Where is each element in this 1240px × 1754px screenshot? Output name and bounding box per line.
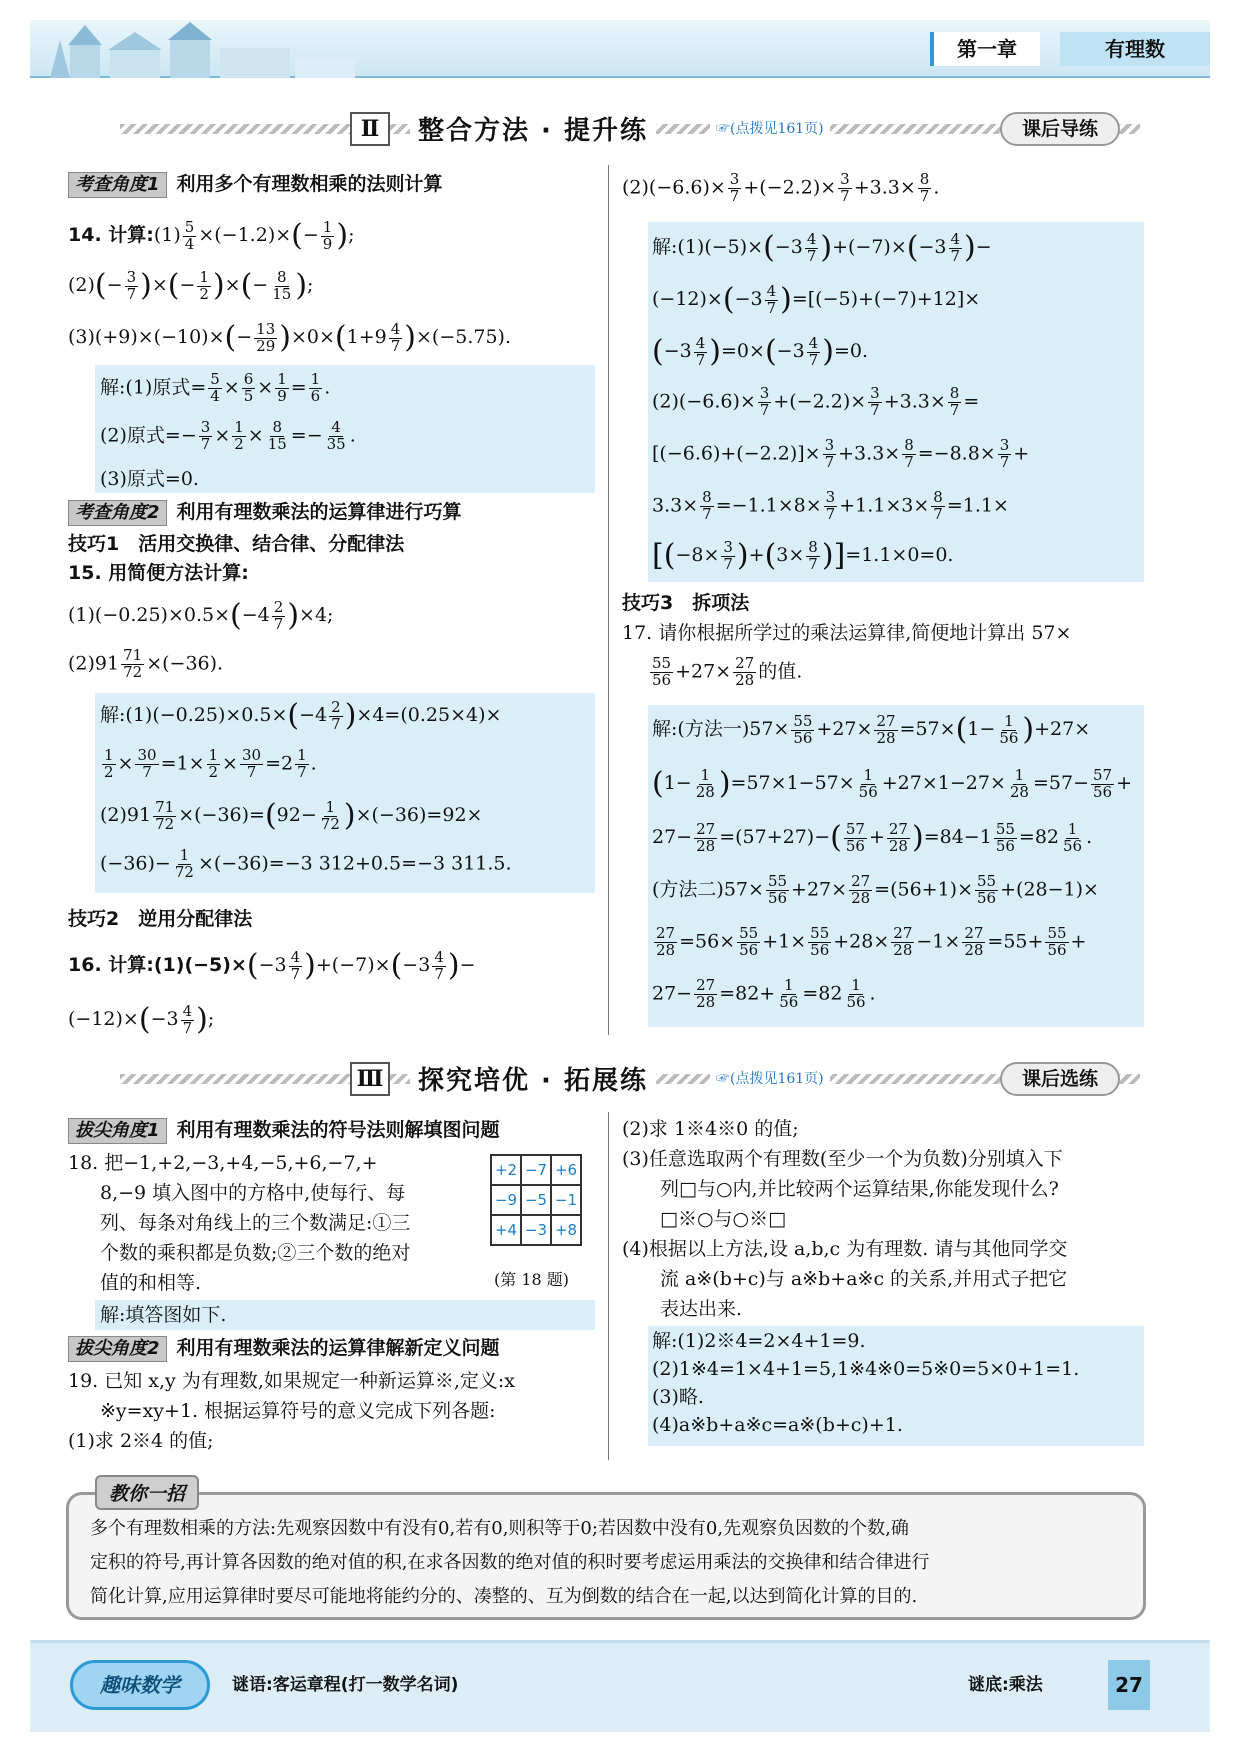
castle-illustration (40, 20, 360, 78)
q19-line1: 19. 已知 x,y 为有理数,如果规定一种新运算※,定义:x (68, 1370, 516, 1392)
tip-1: 技巧1 活用交换律、结合律、分配律法 (68, 533, 405, 555)
q18-line5: 值的和相等. (100, 1272, 202, 1294)
tip-2: 技巧2 逆用分配律法 (68, 908, 253, 930)
sol16-line6: 3.3× $\frac{8}{7}$ =−1.1×8× $\frac{3}{7}$ +1.1×3× $\frac{8}{7}$ =1.1× (652, 488, 1009, 523)
angle-4: 拔尖角度2 利用有理数乘法的运算律解新定义问题 (68, 1336, 500, 1362)
q18-line2: 8,−9 填入图中的方格中,使每行、每 (100, 1182, 406, 1204)
sol19-line4: (4)a※b+a※c=a※(b+c)+1. (652, 1414, 903, 1436)
q15: 15. 用简便方法计算: (68, 562, 249, 584)
footer-answer: 谜底:乘法 (968, 1675, 1043, 1695)
section-pill: 课后导练 (1000, 112, 1120, 146)
column-divider (608, 165, 609, 1035)
section-ref: ☞(点拨见161页) (710, 118, 830, 138)
q15-line2: (2)91 $\frac{71}{72}$ ×(−36). (68, 646, 224, 681)
section-ref: ☞(点拨见161页) (710, 1068, 830, 1088)
q19-line3: (1)求 2※4 的值; (68, 1430, 214, 1452)
sol15-line3: (2)91 $\frac{71}{72}$ ×(−36)=(92− $\frac{1}{72}$ )×(−36)=92× (100, 797, 483, 833)
sol16-line1: 解:(1)(−5)×(−3 $\frac{4}{7}$ )+(−7)×(−3 $\frac{4}{7}$ )− (652, 229, 992, 265)
section-title: 整合方法 · 提升练 (410, 110, 656, 147)
q16-part2: (2)(−6.6)× $\frac{3}{7}$ +(−2.2)× $\frac{3}{7}$ +3.3× $\frac{8}{7}$ . (622, 170, 940, 205)
sol16-line4: (2)(−6.6)× $\frac{3}{7}$ +(−2.2)× $\frac{3}{7}$ +3.3× $\frac{8}{7}$ = (652, 384, 980, 419)
q19-part3-a: (3)任意选取两个有理数(至少一个为负数)分别填入下 (622, 1148, 1063, 1170)
tip-3: 技巧3 拆项法 (622, 592, 750, 614)
q18-line4: 个数的乘积都是负数;②三个数的绝对 (100, 1242, 411, 1264)
q19-part3-b: 列□与○内,并比较两个运算结果,你能发现什么? (622, 1178, 1059, 1200)
sol15-line4: (−36)− $\frac{1}{72}$ ×(−36)=−3 312+0.5=−3 311.5. (100, 846, 512, 881)
tip-line3: 简化计算,应用运算律时要尽可能地将能约分的、凑整的、互为倒数的结合在一起,以达到简化计算的目的. (90, 1586, 918, 1607)
q19-part3-c: □※○与○※□ (622, 1208, 787, 1230)
q15-line1: (1)(−0.25)×0.5×(−4 $\frac{2}{7}$ )×4; (68, 597, 334, 633)
q18-line1: 18. 把−1,+2,−3,+4,−5,+6,−7,+ (68, 1152, 378, 1174)
section-header-2 (120, 108, 1140, 150)
q14-line1: 14. 计算:(1) $\frac{5}{4}$ ×(−1.2)×(− $\frac{1}{9}$ ); (68, 217, 355, 253)
chapter-label: 第一章 (930, 32, 1040, 66)
q19-part4-a: (4)根据以上方法,设 a,b,c 为有理数. 请与其他同学交 (622, 1238, 1068, 1260)
angle-1: 考查角度1 利用多个有理数相乘的法则计算 (68, 172, 443, 198)
section-header-3 (120, 1058, 1140, 1100)
sol15-line2: $\frac{1}{2}$ × $\frac{30}{7}$ =1× $\frac{1}{2}$ × $\frac{30}{7}$ =2 $\frac{1}{7}$ . (104, 746, 317, 781)
page-number: 27 (1108, 1660, 1150, 1710)
q16-line1: 16. 计算:(1)(−5)×(−3 $\frac{4}{7}$ )+(−7)×(−3 $\frac{4}{7}$ )− (68, 947, 476, 983)
sol14-line3: (3)原式=0. (100, 468, 199, 490)
top-banner (30, 20, 1210, 78)
footer-riddle: 谜语:客运章程(打一数学名词) (232, 1675, 459, 1695)
sol15-line1: 解:(1)(−0.25)×0.5×(−4 $\frac{2}{7}$ )×4=(0.25×4)× (100, 697, 502, 733)
sol16-line5: [(−6.6)+(−2.2)]× $\frac{3}{7}$ +3.3× $\frac{8}{7}$ =−8.8× $\frac{3}{7}$ + (652, 436, 1030, 471)
footer-badge: 趣味数学 (70, 1660, 210, 1710)
subject-label: 有理数 (1060, 32, 1210, 66)
answer-grid: +2 −7 +6 −9 −5 −1 +4 −3 +8 (490, 1154, 582, 1246)
sol17-line1: 解:(方法一)57× $\frac{55}{56}$ +27× $\frac{27}{28}$ =57×(1− $\frac{1}{56}$ )+27× (652, 711, 1091, 747)
sol17-line3: 27− $\frac{27}{28}$ =(57+27)−( $\frac{57}{56}$ + $\frac{27}{28}$ )=84−1 $\frac{55}{56}$ =82 $\frac{1}{56}$ . (652, 819, 1093, 855)
q18-line3: 列、每条对角线上的三个数满足:①三 (100, 1212, 411, 1234)
sol17-line6: 27− $\frac{27}{28}$ =82+ $\frac{1}{56}$ =82 $\frac{1}{56}$ . (652, 976, 876, 1011)
tip-line2: 定积的符号,再计算各因数的绝对值的积,在求各因数的绝对值的积时要考虑运用乘法的交换律和结合律进行 (90, 1552, 930, 1573)
sol19-line2: (2)1※4=1×4+1=5,1※4※0=5※0=5×0+1=1. (652, 1358, 1080, 1380)
section-roman: Ⅲ (350, 1062, 390, 1096)
q19-part4-b: 流 a※(b+c)与 a※b+a※c 的关系,并用式子把它 (622, 1268, 1068, 1290)
sol16-line7: [(−8× $\frac{3}{7}$ )+(3× $\frac{8}{7}$ )]=1.1×0=0. (652, 537, 954, 573)
sol17-line4: (方法二)57× $\frac{55}{56}$ +27× $\frac{27}{28}$ =(56+1)× $\frac{55}{56}$ +(28−1)× (652, 872, 1099, 907)
grid-caption: (第 18 题) (494, 1270, 570, 1289)
sol18: 解:填答图如下. (100, 1304, 227, 1326)
angle-tag: 考查角度1 (68, 172, 167, 198)
sol19-line1: 解:(1)2※4=2×4+1=9. (652, 1330, 866, 1352)
q14-line3: (3)(+9)×(−10)×(− $\frac{13}{29}$ )×0×(1+9 $\frac{4}{7}$ )×(−5.75). (68, 319, 512, 355)
sol14-line2: (2)原式=− $\frac{3}{7}$ × $\frac{1}{2}$ × $\frac{8}{15}$ =− $\frac{4}{35}$ . (100, 418, 356, 453)
sol17-line5: $\frac{27}{28}$ =56× $\frac{55}{56}$ +1× $\frac{55}{56}$ +28× $\frac{27}{28}$ −1× $\frac{27}{28}$ =55+ $\frac{55}{56}$ + (656, 924, 1087, 959)
column-divider-2 (608, 1112, 609, 1460)
section-pill: 课后选练 (1000, 1062, 1120, 1096)
sol14-line1: 解:(1)原式= $\frac{5}{4}$ × $\frac{6}{5}$ × $\frac{1}{9}$ = $\frac{1}{6}$ . (100, 370, 331, 405)
q19-part4-c: 表达出来. (622, 1298, 743, 1320)
q17-line2: $\frac{55}{56}$ +27× $\frac{27}{28}$ 的值. (652, 654, 803, 689)
angle-2: 考查角度2 利用有理数乘法的运算律进行巧算 (68, 500, 462, 526)
tip-line1: 多个有理数相乘的方法:先观察因数中有没有0,若有0,则积等于0;若因数中没有0,先观察负因数的个数,确 (90, 1518, 909, 1539)
sol16-line2: (−12)×(−3 $\frac{4}{7}$ )=[(−5)+(−7)+12]× (652, 281, 981, 317)
section-title: 探究培优 · 拓展练 (410, 1060, 656, 1097)
q17-line1: 17. 请你根据所学过的乘法运算律,简便地计算出 57× (622, 622, 1072, 644)
q19-part2: (2)求 1※4※0 的值; (622, 1118, 799, 1140)
sol16-line3: (−3 $\frac{4}{7}$ )=0×(−3 $\frac{4}{7}$ )=0. (652, 333, 868, 369)
sol17-line2: (1− $\frac{1}{28}$ )=57×1−57× $\frac{1}{56}$ +27×1−27× $\frac{1}{28}$ =57− $\frac{57}{56}$ + (652, 765, 1133, 801)
tip-title: 教你一招 (95, 1475, 199, 1510)
q14-line2: (2)(− $\frac{3}{7}$ )×(− $\frac{1}{2}$ )×(− $\frac{8}{15}$ ); (68, 267, 314, 303)
section-roman: Ⅱ (350, 112, 390, 146)
sol19-line3: (3)略. (652, 1386, 704, 1408)
q16-line2: (−12)×(−3 $\frac{4}{7}$ ); (68, 1001, 215, 1037)
angle-3: 拔尖角度1 利用有理数乘法的符号法则解填图问题 (68, 1118, 500, 1144)
q19-line2: ※y=xy+1. 根据运算符号的意义完成下列各题: (100, 1400, 496, 1422)
